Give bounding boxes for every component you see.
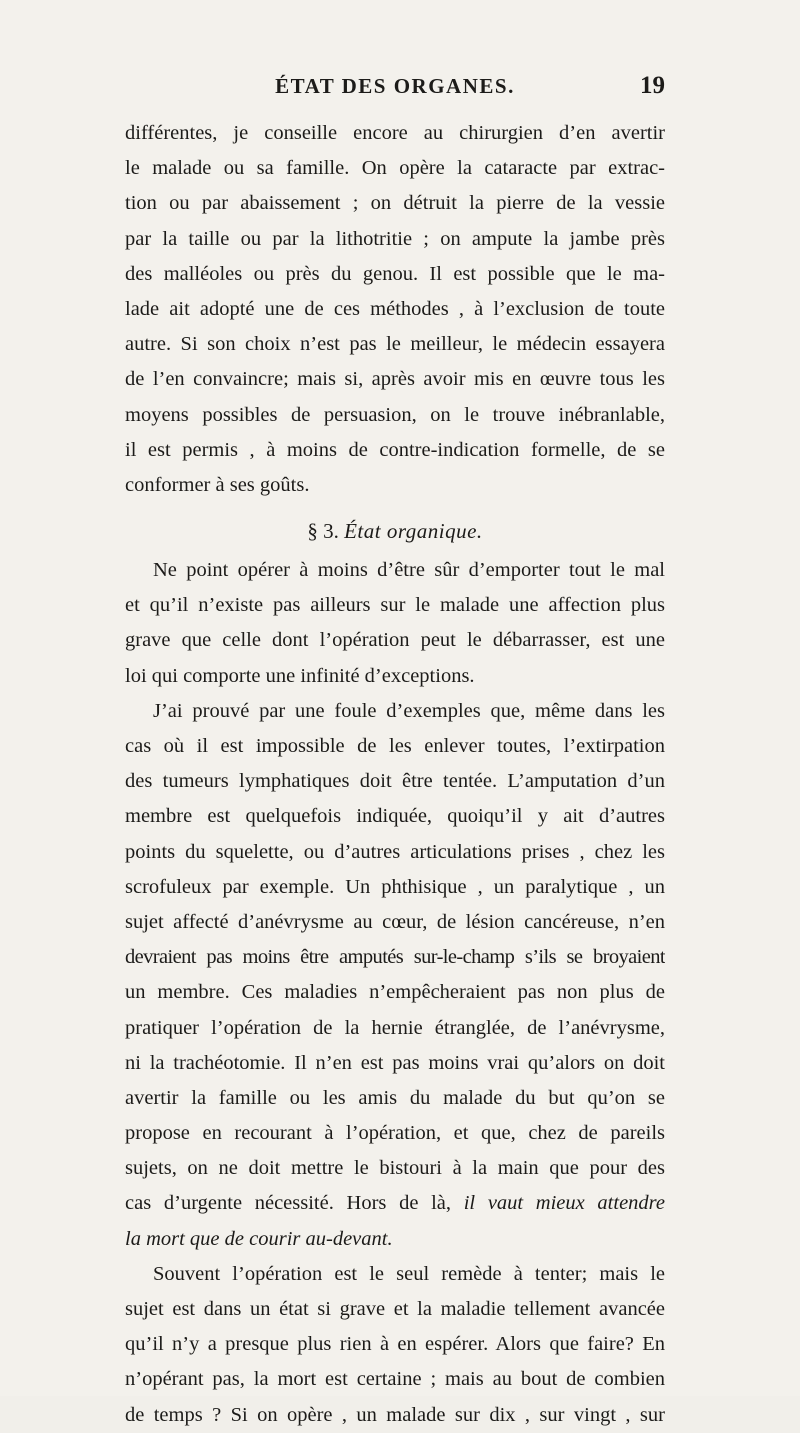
text-line: devraient pas moins être amputés sur-le-champ s’ils se broyaient	[125, 946, 665, 969]
text-line: sujet affecté d’anévrysme au cœur, de lésion cancéreuse, n’en	[125, 910, 665, 933]
body-text	[125, 116, 665, 1433]
paragraph-1	[125, 116, 665, 503]
text-line: de temps ? Si on opère , un malade sur dix , sur vingt , sur	[125, 1403, 665, 1426]
section-number: § 3.	[307, 519, 339, 544]
text-line: ni la trachéotomie. Il n’en est pas moins vrai qu’alors on doit	[125, 1051, 665, 1074]
text-line: et qu’il n’existe pas ailleurs sur le malade une affection plus	[125, 594, 665, 617]
text-line: sujets, on ne doit mettre le bistouri à la main que pour des	[125, 1157, 665, 1180]
italic-line: la mort que de courir au-devant.	[125, 1227, 393, 1250]
paragraph-2	[125, 553, 665, 694]
italic-phrase: il vaut mieux attendre	[463, 1192, 665, 1215]
text-line: propose en recourant à l’opération, et que, chez de pareils	[125, 1122, 665, 1145]
text-run: cas d’urgente nécessité. Hors de là,	[125, 1192, 452, 1215]
text-line: pratiquer l’opération de la hernie étranglée, de l’anévrysme,	[125, 1016, 665, 1039]
text-line: moyens possibles de persuasion, on le trouve inébranlable,	[125, 403, 665, 426]
text-line: Souvent l’opération est le seul remède à tenter; mais le	[153, 1262, 665, 1285]
paragraph-4	[125, 1257, 665, 1433]
running-title: ÉTAT DES ORGANES.	[275, 74, 515, 98]
text-line: des tumeurs lymphatiques doit être tentée. L’amputation d’un	[125, 770, 665, 793]
text-line: des malléoles ou près du genou. Il est possible que le ma-	[125, 262, 665, 285]
text-line: cas où il est impossible de les enlever toutes, l’extirpation	[125, 735, 665, 757]
text-line: grave que celle dont l’opération peut le débarrasser, est une	[125, 629, 665, 652]
text-line: Ne point opérer à moins d’être sûr d’emporter tout le mal	[153, 559, 665, 582]
text-line: différentes, je conseille encore au chirurgien d’en avertir	[125, 122, 665, 144]
text-line: un membre. Ces maladies n’empêcheraient pas non plus de	[125, 981, 665, 1004]
text-line: membre est quelquefois indiquée, quoiqu’il y ait d’autres	[125, 805, 665, 828]
text-line: de l’en convaincre; mais si, après avoir mis en œuvre tous les	[125, 368, 665, 391]
text-line: avertir la famille ou les amis du malade du but qu’on se	[125, 1086, 665, 1109]
text-line: il est permis , à moins de contre-indication formelle, de se	[125, 438, 665, 461]
running-head	[125, 74, 665, 114]
text-line: le malade ou sa famille. On opère la cataracte par extrac-	[125, 157, 665, 180]
text-line: J’ai prouvé par une foule d’exemples que, même dans les	[153, 699, 665, 722]
text-line: points du squelette, ou d’autres articulations prises , chez les	[125, 840, 665, 863]
text-line: sujet est dans un état si grave et la maladie tellement avancée	[125, 1298, 665, 1320]
text-line: conformer à ses goûts.	[125, 473, 310, 496]
text-line: qu’il n’y a presque plus rien à en espérer. Alors que faire? En	[125, 1333, 665, 1356]
text-line: tion ou par abaissement ; on détruit la pierre de la vessie	[125, 192, 665, 215]
section-title: État organique.	[344, 519, 483, 544]
paragraph-3	[125, 694, 665, 1257]
text-line: lade ait adopté une de ces méthodes , à l’exclusion de toute	[125, 297, 665, 320]
section-heading	[125, 503, 665, 553]
text-line	[125, 1186, 665, 1221]
text-line: n’opérant pas, la mort est certaine ; mais au bout de combien	[125, 1368, 665, 1391]
text-line: autre. Si son choix n’est pas le meilleur, le médecin essayera	[125, 333, 665, 356]
text-line: loi qui comporte une infinité d’exceptions.	[125, 664, 475, 687]
text-line: par la taille ou par la lithotritie ; on ampute la jambe près	[125, 227, 665, 250]
text-line: scrofuleux par exemple. Un phthisique , un paralytique , un	[125, 875, 665, 898]
page-number: 19	[640, 72, 665, 99]
